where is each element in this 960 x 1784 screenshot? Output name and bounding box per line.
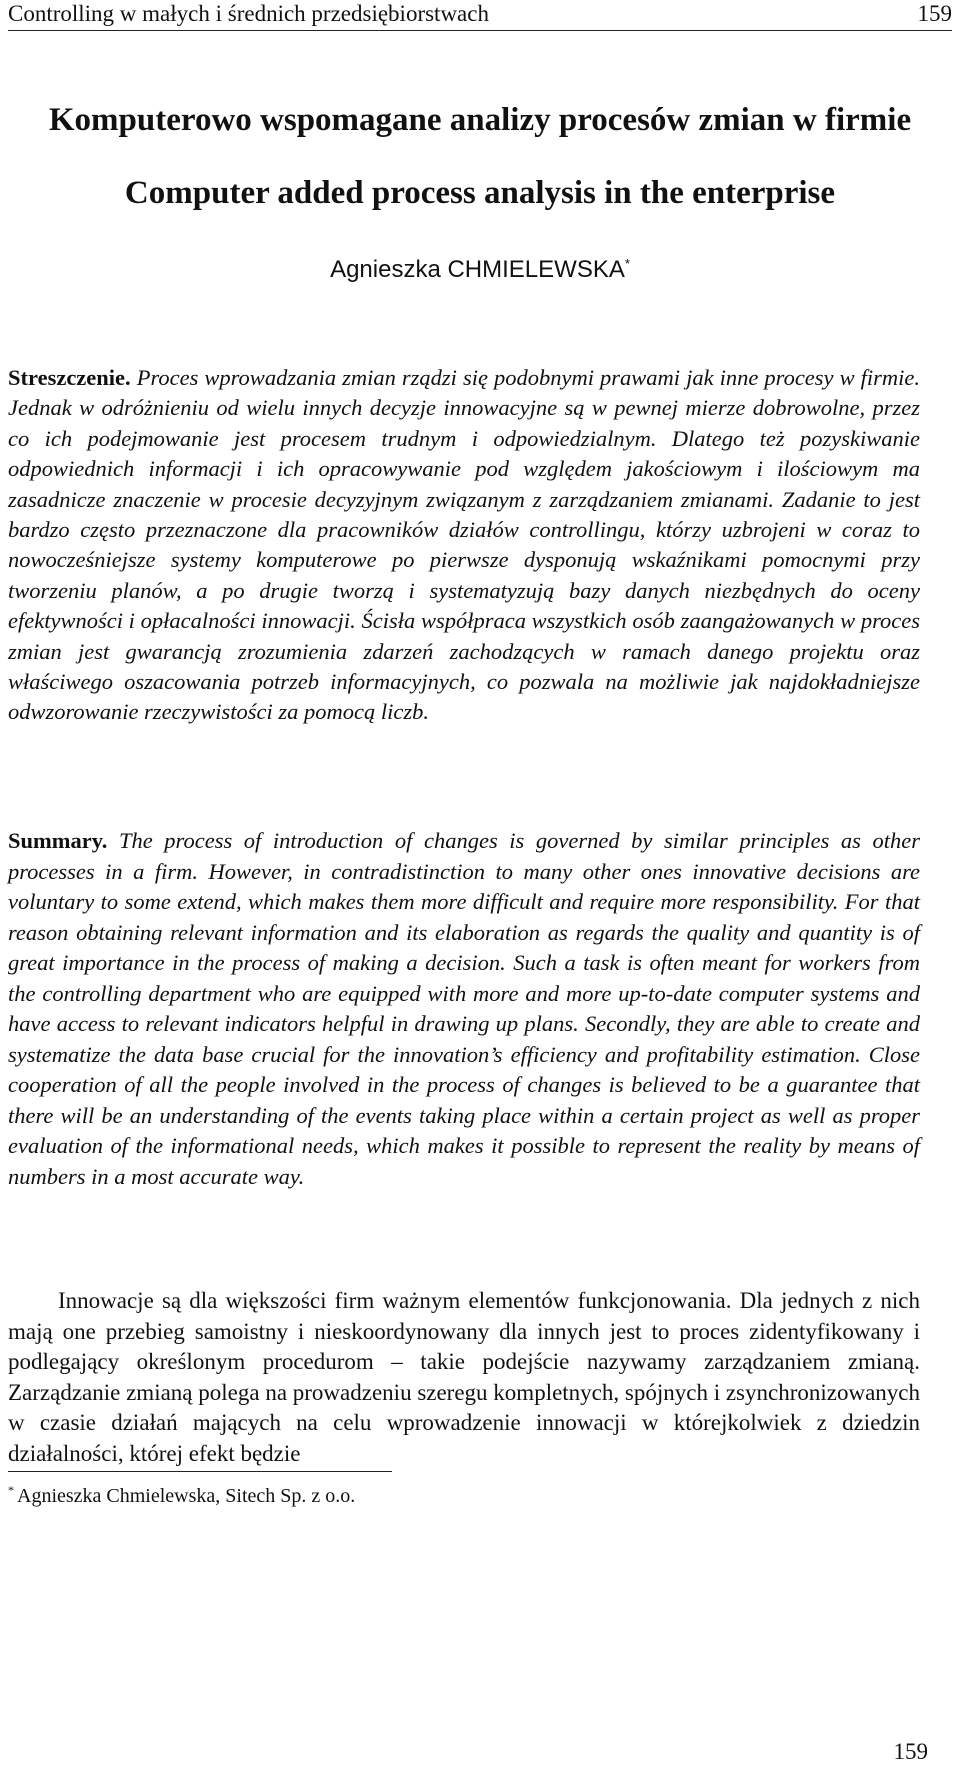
author-line: [0, 255, 960, 285]
article-title-polish: Komputerowo wspomagane analizy procesów zmian w firmie: [48, 102, 912, 138]
footnote-divider: [8, 1471, 392, 1472]
abstract-polish-text: Proces wprowadzania zmian rządzi się podobnymi prawami jak inne procesy w firmie. Jednak w odróżnieniu od wielu innych decyzje innowacyjne są w pewnej mierze dobrowolne, przez co ich podejmowanie jest procesem trudnym i odpowiedzialnym. Dlatego też pozyskiwanie odpowiednich informacji i ich opracowywanie pod względem jakościowym i ilościowym ma zasadnicze znaczenie w procesie decyzyjnym związanym z zarządzaniem zmianami. Zadanie to jest bardzo często przeznaczone dla pracowników działów controllingu, którzy uzbrojeni w coraz to nowocześniejsze systemy komputerowe po pierwsze dysponują wskaźnikami pomocnymi przy tworzeniu planów, a po drugie tworzą i systematyzują bazy danych niezbędnych do oceny efektywności i opłacalności innowacji. Ścisła współpraca wszystkich osób zaangażowanych w proces zmian jest gwarancją zrozumienia zdarzeń zachodzących w ramach danego projektu oraz właściwego oszacowania potrzeb informacyjnych, co pozwala na możliwie jak najdokładniejsze odwzorowanie rzeczywistości za pomocą liczb.: [8, 365, 920, 725]
body-paragraph: Innowacje są dla większości firm ważnym elementów funkcjonowania. Dla jednych z nich mają one przebieg samoistny i nieskoordynowany dla innych jest to proces zidentyfikowany i podlegający określonym procedurom – takie podejście nazywamy zarządzaniem zmianą. Zarządzanie zmianą polega na prowadzeniu szeregu kompletnych, spójnych i zsynchronizowanych w czasie działań mających na celu wprowadzenie innowacji w którejkolwiek z dziedzin działalności, której efekt będzie: [8, 1288, 920, 1466]
footnote: [8, 1483, 355, 1509]
author-name: Agnieszka CHMIELEWSKA: [330, 256, 625, 283]
article-title-english: Computer added process analysis in the enterprise: [124, 175, 836, 211]
footnote-text: Agnieszka Chmielewska, Sitech Sp. z o.o.: [17, 1485, 356, 1507]
abstract-english-text: The process of introduction of changes is governed by similar principles as other processes in a firm. However, in contradistinction to many other ones innovative decisions are voluntary to some extend, which makes them more difficult and require more responsibility. For that reason obtaining relevant information and its elaboration as regards the quality and quantity is of great importance in the process of making a decision. Such a task is often meant for workers from the controlling department who are equipped with more and more up-to-date computer systems and have access to relevant indicators helpful in drawing up plans. Secondly, they are able to create and systematize the data base crucial for the innovation’s efficiency and profitability estimation. Close cooperation of all the people involved in the process of changes is believed to be a guarantee that there will be an understanding of the events taking place within a certain project as well as proper evaluation of the informational needs, which makes it possible to represent the reality by means of numbers in a most accurate way.: [8, 828, 920, 1189]
abstract-polish: [8, 363, 920, 728]
abstract-polish-label: Streszczenie.: [8, 365, 131, 390]
header-page-number: 159: [917, 1, 952, 26]
footer-page-number: 159: [893, 1739, 928, 1764]
author-footnote-mark: *: [624, 256, 630, 271]
abstract-english-label: Summary.: [8, 828, 108, 853]
abstract-english: [8, 826, 920, 1192]
footnote-mark: *: [8, 1483, 14, 1498]
running-header: [8, 0, 952, 31]
running-title: Controlling w małych i średnich przedsiębiorstwach: [8, 1, 489, 26]
